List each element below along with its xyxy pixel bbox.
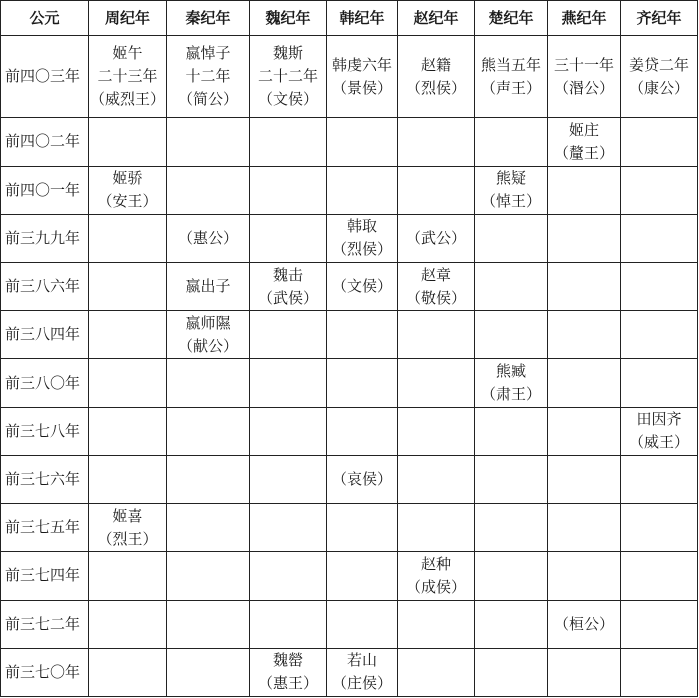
cell-zhou — [89, 552, 167, 600]
cell-chu — [475, 166, 548, 214]
cell-line: （文侯） — [257, 90, 318, 109]
cell-line: 姬午 — [112, 44, 143, 63]
cell-chu — [475, 504, 548, 552]
year-cell: 前四〇一年 — [1, 166, 89, 214]
cell-line: （文侯） — [331, 277, 392, 296]
cell-qi — [621, 359, 698, 407]
cell-line: （成侯） — [405, 577, 466, 596]
cell-line: （敬侯） — [405, 288, 466, 307]
cell-line: （桓公） — [553, 614, 614, 633]
cell-qin — [167, 166, 250, 214]
cell-qin — [167, 648, 250, 696]
header-yan: 燕纪年 — [548, 1, 621, 36]
cell-line: 赵籍 — [420, 55, 451, 74]
header-gongyuan: 公元 — [1, 1, 89, 36]
cell-line: 若山 — [346, 651, 377, 670]
year-cell: 前三七二年 — [1, 600, 89, 648]
year-cell: 前三九九年 — [1, 214, 89, 262]
cell-han — [327, 359, 398, 407]
cell-qin — [167, 118, 250, 166]
cell-line: 魏斯 — [272, 44, 303, 63]
cell-yan — [548, 311, 621, 359]
table-row — [1, 407, 698, 455]
cell-zhou — [89, 118, 167, 166]
header-wei: 魏纪年 — [250, 1, 327, 36]
cell-chu — [475, 359, 548, 407]
table-row — [1, 166, 698, 214]
cell-zhao — [398, 36, 475, 118]
cell-line: 赵章 — [420, 265, 451, 284]
cell-han — [327, 504, 398, 552]
cell-chu — [475, 552, 548, 600]
cell-han — [327, 455, 398, 503]
cell-line: 韩虔六年 — [331, 55, 392, 74]
cell-qin — [167, 455, 250, 503]
cell-qin — [167, 504, 250, 552]
year-cell: 前三七五年 — [1, 504, 89, 552]
cell-line: （威王） — [628, 433, 689, 452]
cell-yan — [548, 407, 621, 455]
cell-zhao — [398, 407, 475, 455]
cell-line: （釐王） — [553, 143, 614, 162]
cell-qin — [167, 359, 250, 407]
cell-line: 姜贷二年 — [628, 55, 689, 74]
cell-line: 熊当五年 — [480, 55, 541, 74]
cell-qin — [167, 311, 250, 359]
cell-chu — [475, 311, 548, 359]
cell-line: 嬴师隰 — [185, 313, 231, 332]
cell-zhou — [89, 166, 167, 214]
cell-zhao — [398, 504, 475, 552]
year-cell: 前三七四年 — [1, 552, 89, 600]
cell-chu — [475, 648, 548, 696]
table-row — [1, 311, 698, 359]
cell-yan — [548, 455, 621, 503]
cell-line: 赵种 — [420, 554, 451, 573]
cell-line: 韩取 — [346, 217, 377, 236]
cell-line: （惠王） — [257, 674, 318, 693]
cell-qi — [621, 311, 698, 359]
cell-wei — [250, 118, 327, 166]
table-row — [1, 455, 698, 503]
cell-han — [327, 600, 398, 648]
table-row — [1, 359, 698, 407]
cell-zhao — [398, 552, 475, 600]
cell-qi — [621, 263, 698, 311]
cell-zhou — [89, 600, 167, 648]
cell-yan — [548, 504, 621, 552]
cell-yan — [548, 359, 621, 407]
cell-han — [327, 166, 398, 214]
cell-wei — [250, 407, 327, 455]
cell-qi — [621, 648, 698, 696]
cell-qi — [621, 407, 698, 455]
cell-yan — [548, 552, 621, 600]
cell-qi — [621, 552, 698, 600]
cell-wei — [250, 311, 327, 359]
cell-line: （肃王） — [480, 385, 541, 404]
cell-line: （声王） — [480, 78, 541, 97]
cell-qin — [167, 600, 250, 648]
header-qi: 齐纪年 — [621, 1, 698, 36]
cell-qin — [167, 36, 250, 118]
cell-yan — [548, 600, 621, 648]
cell-line: （威烈王） — [89, 90, 165, 109]
cell-han — [327, 214, 398, 262]
year-cell: 前三八六年 — [1, 263, 89, 311]
header-han: 韩纪年 — [327, 1, 398, 36]
header-qin: 秦纪年 — [167, 1, 250, 36]
cell-wei — [250, 455, 327, 503]
cell-line: （哀侯） — [331, 470, 392, 488]
cell-han — [327, 407, 398, 455]
table-row — [1, 648, 698, 696]
cell-line: 田因齐 — [636, 410, 682, 429]
cell-zhou — [89, 311, 167, 359]
year-cell: 前三七八年 — [1, 407, 89, 455]
cell-line: 二十三年 — [97, 67, 158, 86]
cell-wei — [250, 359, 327, 407]
cell-line: 三十一年 — [553, 55, 614, 74]
cell-qi — [621, 118, 698, 166]
cell-yan — [548, 36, 621, 118]
cell-line: （烈侯） — [405, 78, 466, 97]
cell-chu — [475, 118, 548, 166]
cell-han — [327, 36, 398, 118]
cell-zhao — [398, 118, 475, 166]
table-row — [1, 600, 698, 648]
cell-zhao — [398, 359, 475, 407]
cell-chu — [475, 600, 548, 648]
cell-line: 姬喜 — [112, 506, 143, 525]
cell-zhao — [398, 311, 475, 359]
cell-zhou — [89, 504, 167, 552]
cell-line: （烈侯） — [331, 240, 392, 259]
cell-chu — [475, 36, 548, 118]
cell-yan — [548, 214, 621, 262]
cell-qin — [167, 407, 250, 455]
table-row — [1, 552, 698, 600]
cell-line: 嬴悼子 — [185, 44, 231, 63]
cell-wei — [250, 552, 327, 600]
table-row — [1, 214, 698, 262]
cell-zhou — [89, 359, 167, 407]
year-cell: 前四〇三年 — [1, 36, 89, 118]
header-row — [1, 1, 698, 36]
cell-han — [327, 311, 398, 359]
table-row — [1, 263, 698, 311]
cell-zhou — [89, 36, 167, 118]
cell-line: 魏击 — [272, 265, 303, 284]
cell-line: （湣公） — [553, 78, 614, 97]
cell-han — [327, 648, 398, 696]
cell-wei — [250, 648, 327, 696]
table-row — [1, 504, 698, 552]
cell-line: 熊臧 — [495, 362, 526, 381]
header-zhou: 周纪年 — [89, 1, 167, 36]
year-cell: 前三七六年 — [1, 455, 89, 503]
cell-line: 魏罃 — [272, 651, 303, 670]
cell-line: 姬庄 — [568, 120, 599, 139]
year-cell: 前三八四年 — [1, 311, 89, 359]
cell-zhao — [398, 600, 475, 648]
cell-han — [327, 263, 398, 311]
cell-line: （惠公） — [177, 228, 238, 247]
cell-qin — [167, 263, 250, 311]
cell-chu — [475, 214, 548, 262]
year-cell: 前三七〇年 — [1, 648, 89, 696]
cell-zhou — [89, 455, 167, 503]
year-cell: 前四〇二年 — [1, 118, 89, 166]
cell-zhou — [89, 214, 167, 262]
cell-wei — [250, 166, 327, 214]
cell-chu — [475, 455, 548, 503]
cell-line: （悼王） — [480, 192, 541, 211]
cell-line: （烈王） — [97, 529, 158, 548]
cell-wei — [250, 36, 327, 118]
cell-zhao — [398, 263, 475, 311]
cell-zhou — [89, 263, 167, 311]
table-body — [1, 36, 698, 697]
cell-zhao — [398, 166, 475, 214]
cell-yan — [548, 118, 621, 166]
table-row — [1, 36, 698, 118]
cell-line: 熊疑 — [495, 169, 526, 188]
cell-line: （庄侯） — [331, 674, 392, 693]
cell-qi — [621, 455, 698, 503]
cell-qi — [621, 214, 698, 262]
cell-yan — [548, 648, 621, 696]
cell-line: （康公） — [628, 78, 689, 97]
cell-qin — [167, 552, 250, 600]
cell-wei — [250, 504, 327, 552]
cell-qi — [621, 504, 698, 552]
cell-zhou — [89, 648, 167, 696]
cell-qi — [621, 600, 698, 648]
header-zhao: 赵纪年 — [398, 1, 475, 36]
cell-wei — [250, 263, 327, 311]
cell-line: 二十二年 — [257, 67, 318, 86]
cell-qi — [621, 36, 698, 118]
cell-line: （武公） — [405, 228, 466, 247]
cell-line: （景侯） — [331, 78, 392, 97]
cell-han — [327, 552, 398, 600]
cell-line: 姬骄 — [112, 169, 143, 188]
cell-zhao — [398, 648, 475, 696]
cell-line: （武侯） — [257, 288, 318, 307]
cell-chu — [475, 263, 548, 311]
cell-yan — [548, 166, 621, 214]
cell-line: （献公） — [177, 336, 238, 355]
cell-line: 十二年 — [185, 67, 231, 86]
cell-zhou — [89, 407, 167, 455]
cell-zhao — [398, 455, 475, 503]
cell-chu — [475, 407, 548, 455]
cell-qin — [167, 214, 250, 262]
table-row — [1, 118, 698, 166]
cell-wei — [250, 214, 327, 262]
cell-zhao — [398, 214, 475, 262]
cell-wei — [250, 600, 327, 648]
cell-yan — [548, 263, 621, 311]
header-chu: 楚纪年 — [475, 1, 548, 36]
cell-han — [327, 118, 398, 166]
cell-line: （简公） — [177, 90, 238, 109]
cell-line: 嬴出子 — [185, 277, 231, 296]
cell-line: （安王） — [97, 192, 158, 211]
cell-qi — [621, 166, 698, 214]
year-cell: 前三八〇年 — [1, 359, 89, 407]
